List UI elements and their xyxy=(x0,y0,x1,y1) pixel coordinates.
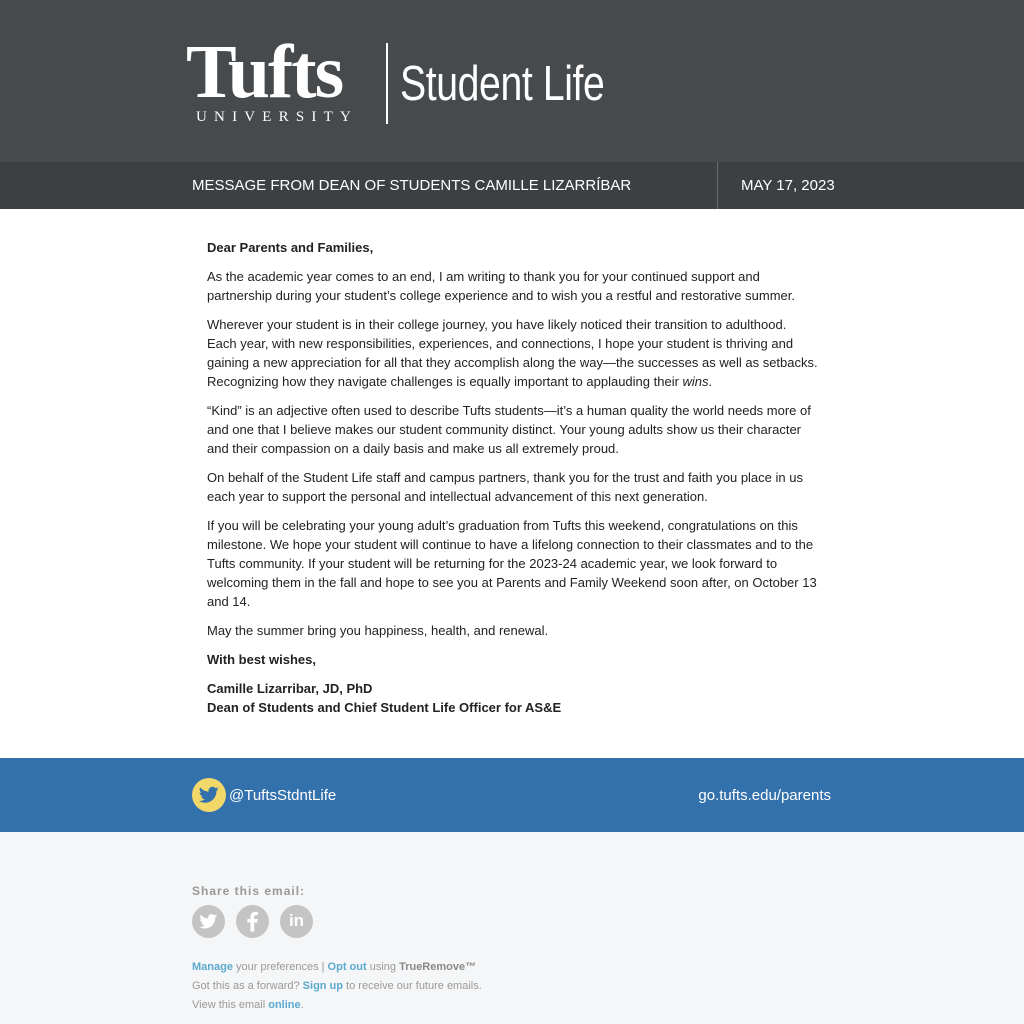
paragraph-3: “Kind” is an adjective often used to describe Tufts students—it’s a human quality the world needs more of and one that I believe makes our student community distinct. Your young adults show us their character and their compassion on a daily basis and make us all extremely proud. xyxy=(207,403,811,456)
greeting: Dear Parents and Families, xyxy=(207,240,374,255)
paragraph-6: May the summer bring you happiness, health, and renewal. xyxy=(207,623,549,638)
message-date: MAY 17, 2023 xyxy=(741,177,835,194)
share-linkedin-icon[interactable] xyxy=(280,905,313,938)
trueremove-brand: TrueRemove™ xyxy=(399,961,477,973)
view-online-line xyxy=(192,999,304,1012)
view-text: View this email xyxy=(192,999,269,1011)
paragraph-2-end: . xyxy=(708,374,713,389)
parents-site-link[interactable]: go.tufts.edu/parents xyxy=(698,787,831,804)
twitter-handle-link[interactable]: @TuftsStdntLife xyxy=(229,787,337,804)
logo-divider xyxy=(386,43,388,124)
sign-up-link[interactable]: Sign up xyxy=(302,980,343,992)
share-twitter-icon[interactable] xyxy=(192,905,225,938)
title-bar-divider xyxy=(717,162,718,209)
header-banner xyxy=(0,0,1024,162)
share-label: Share this email: xyxy=(192,884,306,898)
paragraph-1: As the academic year comes to an end, I am writing to thank you for your continued support and partnership during your student’s college experience and to wish you a restful and restorative summer. xyxy=(207,269,795,303)
paragraph-2-emphasis: wins xyxy=(682,374,709,389)
closing: With best wishes, xyxy=(207,652,316,667)
letter-section xyxy=(0,209,1024,758)
manage-link[interactable]: Manage xyxy=(192,961,233,973)
view-end-text: . xyxy=(300,999,304,1011)
forward-text: Got this as a forward? xyxy=(192,980,303,992)
signature-title: Dean of Students and Chief Student Life Officer for AS&E xyxy=(207,700,562,715)
twitter-icon[interactable] xyxy=(192,778,226,812)
paragraph-5: If you will be celebrating your young adult’s graduation from Tufts this weekend, congratulations on this milestone. We hope your student will continue to have a lifelong connection to their classmates and to the Tufts community. If your student will be returning for the 2023-24 academic year, we look forward to welcoming them in the fall and hope to see you at Parents and Family Weekend soon after, on October 13 and 14. xyxy=(207,518,817,609)
title-bar xyxy=(0,162,1024,209)
forward-line xyxy=(192,980,482,993)
letter-body xyxy=(207,238,819,717)
linkedin-glyph: in xyxy=(288,911,305,930)
message-title: MESSAGE FROM DEAN OF STUDENTS CAMILLE LIZARRÍBAR xyxy=(192,177,632,194)
forward-end-text: to receive our future emails. xyxy=(343,980,482,992)
paragraph-4: On behalf of the Student Life staff and campus partners, thank you for the trust and faith you place in us each year to support the personal and intellectual advancement of this next generation. xyxy=(207,470,803,504)
signature-name: Camille Lizarribar, JD, PhD xyxy=(207,681,373,696)
opt-out-link[interactable]: Opt out xyxy=(327,961,367,973)
manage-text: your preferences | xyxy=(232,961,328,973)
preferences-line xyxy=(192,961,476,974)
share-facebook-icon[interactable] xyxy=(236,905,269,938)
paragraph-2-text: Wherever your student is in their college journey, you have likely noticed their transition to adulthood. Each year, with new responsibilities, experiences, and connections, I hope your student is thriving and gaining a new appreciation for all that they accomplish along the way—the successes as well as setbacks. Recognizing how they navigate challenges is equally important to applauding their xyxy=(207,317,818,389)
paragraph-2 xyxy=(207,315,819,391)
opt-out-text: using xyxy=(366,961,400,973)
social-bar xyxy=(0,758,1024,832)
online-link[interactable]: online xyxy=(268,999,301,1011)
logo-university-text: UNIVERSITY xyxy=(196,109,358,125)
logo-tufts-wordmark: Tufts xyxy=(186,30,343,114)
logo-student-life: Student Life xyxy=(400,57,605,111)
